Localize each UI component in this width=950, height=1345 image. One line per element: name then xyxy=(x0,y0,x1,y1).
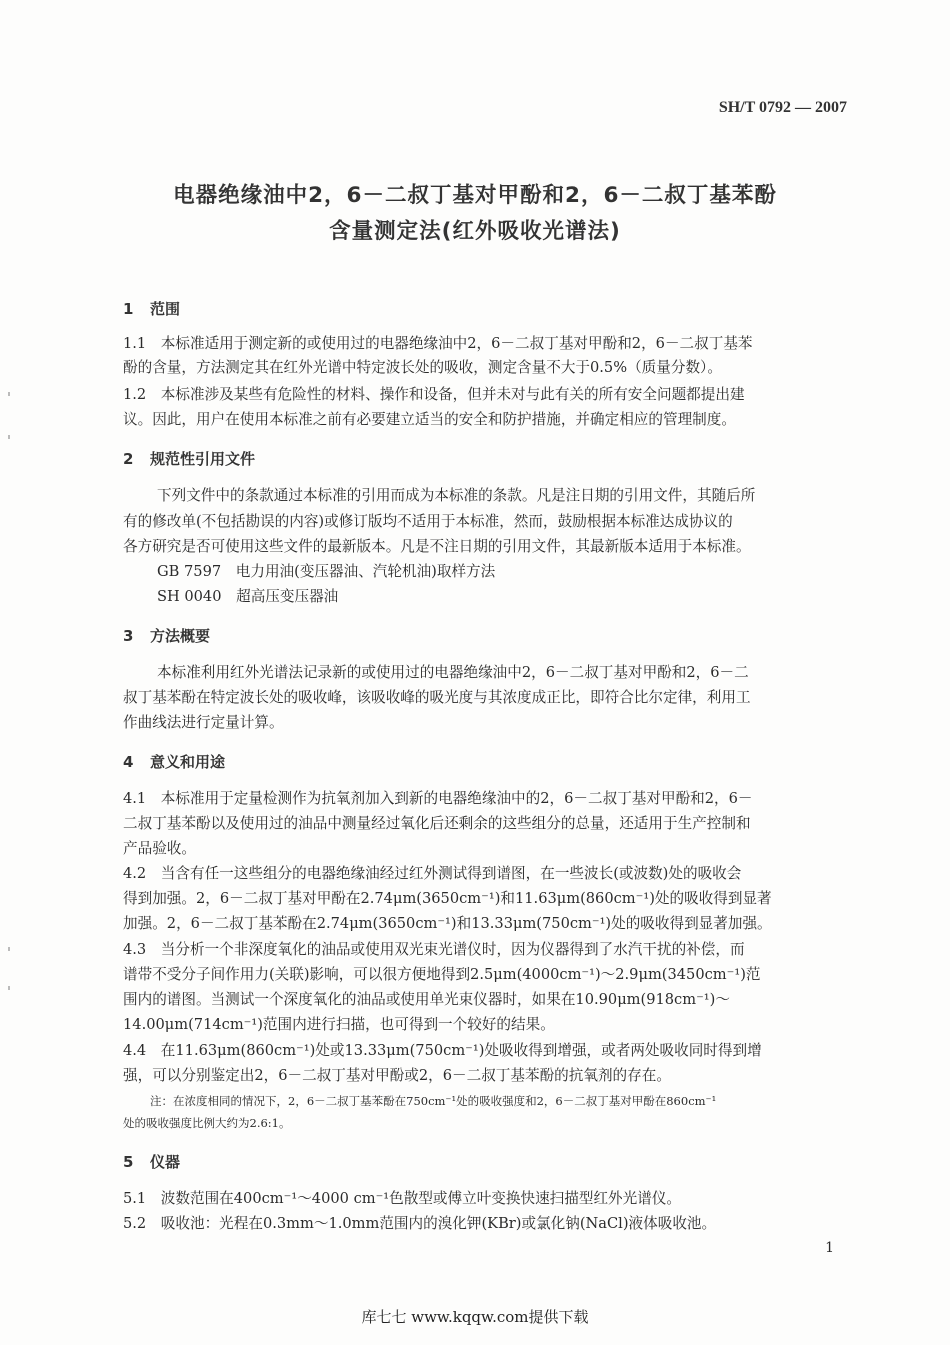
note-line: 处的吸收强度比例大约为2.6:1。 xyxy=(123,1116,291,1130)
paragraph-line: 4.3 当分析一个非深度氧化的油品或使用双光束光谱仪时，因为仪器得到了水汽干扰的补偿，而 xyxy=(123,941,745,958)
note-line: 注：在浓度相同的情况下，2，6－二叔丁基苯酚在750cm⁻¹处的吸收强度和2，6－二叔丁基对甲酚在860cm⁻¹ xyxy=(150,1094,717,1108)
paragraph-line: 下列文件中的条款通过本标准的引用而成为本标准的条款。凡是注日期的引用文件，其随后所 xyxy=(157,487,756,504)
section-number: 1 xyxy=(123,300,134,318)
section-4-heading xyxy=(123,751,225,772)
section-title: 方法概要 xyxy=(150,627,211,645)
title-line-1: 电器绝缘油中2，6－二叔丁基对甲酚和2，6－二叔丁基苯酚 xyxy=(173,183,777,208)
paragraph-line: 围内的谱图。当测试一个深度氧化的油品或使用单光束仪器时，如果在10.90μm(918cm⁻¹)～ xyxy=(123,991,730,1008)
section-title: 范围 xyxy=(150,300,181,318)
paragraph-line: 加强。2，6－二叔丁基苯酚在2.74μm(3650cm⁻¹)和13.33μm(750cm⁻¹)处的吸收得到显著加强。 xyxy=(123,915,772,932)
paragraph-line: 各方研究是否可使用这些文件的最新版本。凡是不注日期的引用文件，其最新版本适用于本标准。 xyxy=(123,538,751,555)
scan-mark xyxy=(8,435,10,439)
section-number: 4 xyxy=(123,753,134,771)
section-3-heading xyxy=(123,625,210,646)
section-title: 规范性引用文件 xyxy=(150,450,256,468)
paragraph-line: 作曲线法进行定量计算。 xyxy=(123,714,284,731)
scan-mark xyxy=(8,392,10,396)
section-number: 2 xyxy=(123,450,134,468)
standard-number: SH/T 0792 — 2007 xyxy=(718,99,847,116)
scan-mark xyxy=(8,986,10,990)
paragraph-line: 1.1 本标准适用于测定新的或使用过的电器绝缘油中2，6－二叔丁基对甲酚和2，6－二叔丁基苯 xyxy=(123,335,753,352)
scan-mark xyxy=(8,947,10,951)
paragraph-line: 1.2 本标准涉及某些有危险性的材料、操作和设备，但并未对与此有关的所有安全问题都提出建 xyxy=(123,386,745,403)
section-5-heading xyxy=(123,1151,180,1172)
reference-sh0040: SH 0040 超高压变压器油 xyxy=(157,588,339,605)
paragraph-line: 本标准利用红外光谱法记录新的或使用过的电器绝缘油中2，6－二叔丁基对甲酚和2，6－二 xyxy=(157,664,749,681)
page-number: 1 xyxy=(825,1240,834,1256)
section-1-heading xyxy=(123,298,180,319)
section-title: 仪器 xyxy=(150,1153,181,1171)
title-line-2: 含量测定法(红外吸收光谱法) xyxy=(329,219,621,244)
paragraph-line: 强，可以分别鉴定出2，6－二叔丁基对甲酚或2，6－二叔丁基苯酚的抗氧剂的存在。 xyxy=(123,1067,671,1084)
paragraph-line: 有的修改单(不包括勘误的内容)或修订版均不适用于本标准，然而，鼓励根据本标准达成协议的 xyxy=(123,513,733,530)
paragraph-line: 14.00μm(714cm⁻¹)范围内进行扫描，也可得到一个较好的结果。 xyxy=(123,1016,555,1033)
paragraph-line: 5.1 波数范围在400cm⁻¹～4000 cm⁻¹色散型或傅立叶变换快速扫描型红外光谱仪。 xyxy=(123,1190,682,1207)
section-title: 意义和用途 xyxy=(150,753,226,771)
paragraph-line: 4.2 当含有任一这些组分的电器绝缘油经过红外测试得到谱图，在一些波长(或波数)处的吸收会 xyxy=(123,865,742,882)
paragraph-line: 产品验收。 xyxy=(123,840,196,857)
section-number: 3 xyxy=(123,627,134,645)
paragraph-line: 4.4 在11.63μm(860cm⁻¹)处或13.33μm(750cm⁻¹)处吸收得到增强，或者两处吸收同时得到增 xyxy=(123,1042,762,1059)
reference-gb7597: GB 7597 电力用油(变压器油、汽轮机油)取样方法 xyxy=(157,563,496,580)
section-2-heading xyxy=(123,448,255,469)
paragraph-line: 谱带不受分子间作用力(关联)影响，可以很方便地得到2.5μm(4000cm⁻¹)～2.9μm(3450cm⁻¹)范 xyxy=(123,966,761,983)
paragraph-line: 叔丁基苯酚在特定波长处的吸收峰，该吸收峰的吸光度与其浓度成正比，即符合比尔定律，利用工 xyxy=(123,689,751,706)
download-footer: 库七七 www.kqqw.com提供下载 xyxy=(361,1308,589,1326)
paragraph-line: 得到加强。2，6－二叔丁基对甲酚在2.74μm(3650cm⁻¹)和11.63μm(860cm⁻¹)处的吸收得到显著 xyxy=(123,890,772,907)
paragraph-line: 4.1 本标准用于定量检测作为抗氧剂加入到新的电器绝缘油中的2，6－二叔丁基对甲酚和2，6－ xyxy=(123,790,753,807)
paragraph-line: 二叔丁基苯酚以及使用过的油品中测量经过氧化后还剩余的这些组分的总量，还适用于生产控制和 xyxy=(123,815,751,832)
paragraph-line: 酚的含量，方法测定其在红外光谱中特定波长处的吸收，测定含量不大于0.5%（质量分数）。 xyxy=(123,359,722,376)
paragraph-line: 议。因此，用户在使用本标准之前有必要建立适当的安全和防护措施，并确定相应的管理制度。 xyxy=(123,411,736,428)
section-number: 5 xyxy=(123,1153,134,1171)
paragraph-line: 5.2 吸收池：光程在0.3mm～1.0mm范围内的溴化钾(KBr)或氯化钠(NaCl)液体吸收池。 xyxy=(123,1215,717,1232)
